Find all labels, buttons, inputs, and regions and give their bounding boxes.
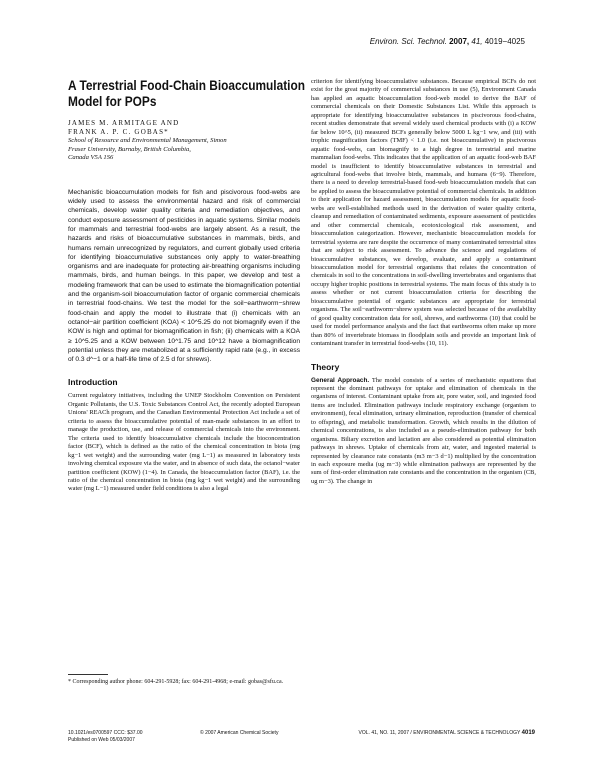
run-in-heading: General Approach.	[311, 376, 370, 384]
theory-paragraph	[311, 377, 536, 487]
doi: 10.1021/es0700597 CCC: $37.00	[68, 730, 143, 736]
author-line: JAMES M. ARMITAGE AND	[68, 119, 180, 127]
footnote-rule	[68, 674, 108, 675]
published-date: Published on Web 05/03/2007	[68, 737, 135, 743]
issue-info: VOL. 41, NO. 11, 2007 / ENVIRONMENTAL SCIENCE & TECHNOLOGY	[358, 730, 521, 736]
affiliation-line: School of Resource and Environmental Management, Simon	[68, 137, 227, 144]
journal-pages: 4019−4025	[484, 37, 525, 46]
left-column	[68, 78, 305, 494]
journal-header	[370, 37, 525, 46]
journal-name: Environ. Sci. Technol.	[369, 37, 447, 46]
right-column	[311, 78, 536, 486]
paper-title: A Terrestrial Food-Chain Bioaccumulation Model for POPs	[68, 78, 305, 109]
affiliation	[68, 137, 300, 163]
author-list	[68, 119, 300, 137]
page-number: 4019	[521, 730, 535, 736]
corresponding-author-footnote: * Corresponding author phone: 604-291-5928; fax: 604-291-4968; e-mail: gobas@sfu.ca.	[68, 679, 284, 685]
journal-year: 2007,	[449, 37, 470, 46]
affiliation-line: Canada V5A 1S6	[68, 154, 114, 162]
abstract: Mechanistic bioaccumulation models for fish and piscivorous food-webs are widely used to assess the environmental hazard and risk of commercial chemicals, develop water quality criteria and remediation objectives, and conduct exposure assessment of pesticides in aquatic systems. Similar models for mammals and terrestrial food-webs are largely absent. As a result, the hazards and risks of bioaccumulative substances in mammals, birds, and humans remain unrecognized by regulators, and current globally used criteria for identifying bioaccumulative substances only apply to water-breathing organisms and are inadequate for protecting air-breathing organisms including mammals, birds, and human beings. In this paper, we develop and test a modeling framework that can be used to estimate the biomagnification potential and the organism-soil bioaccumulation factor of organic commercial chemicals in terrestrial food-chains. We test the model for the soil−earthworm−shrew food-chain and apply the model to illustrate that (i) chemicals with an octanol−air partition coefficient (KOA) < 10^5.25 do not biomagnify even if the KOW is high and optimal for biomagnification in fish; (ii) chemicals with a KOA ≥ 10^5.25 and a KOW between 10^1.75 and 10^12 have a biomagnification potential unless they are metabolized at a sufficiently rapid rate (e.g., in excess of 0.3 d^−1 or a half-life time of 2.5 d for shrews).	[68, 188, 300, 364]
section-heading-theory: Theory	[311, 361, 340, 372]
copyright: © 2007 American Chemical Society	[200, 730, 279, 736]
journal-volume: 41,	[471, 37, 483, 46]
footer-left	[68, 730, 143, 744]
body-paragraph: criterion for identifying bioaccumulative substances. Because empirical BCFs do not exist for the great majority of commercial substances in use (5), Environment Canada has applied an aquatic bioaccumulation food-web model to derive the BAF of commercial chemicals on their Domestic Substances List. While this approach is appropriate for identifying bioaccumulative substances in piscivorous food-chains, recent studies demonstrate that several widely used chemical products with (i) a KOW far below 10^5, (ii) measured BCFs generally below 5000 L kg−1 ww, and (iii) with trophic magnification factors (TMF) < 1.0 (i.e. not bioaccumulative) in piscivorous aquatic food-webs, can biomagnify to a high degree in terrestrial and marine mammalian food-webs. This indicates that the application of an aquatic food-web BAF model is insufficient to identify bioaccumulative substances in terrestrial and agricultural food-webs that involve birds, mammals, and humans (6−9). Therefore, there is a need to develop terrestrial-based food-web bioaccumulation models that can be applied to assess the bioaccumulative potential of commercial chemicals. In addition to their application for hazard assessment, bioaccumulation models for aquatic food-webs are well-established methods used in the derivation of water quality criteria, cleanup and remediation of contaminated sediments, exposure assessment of pesticides and other commercial chemicals, ecotoxicological risk assessment, and bioaccumulation categorization. However, mechanistic bioaccumulation models for terrestrial systems are rare despite the occurrence of many contaminated terrestrial sites that are subject to risk assessment. To advance the science and regulations of bioaccumulative substances, we develop, evaluate, and apply a contaminant bioaccumulation model for terrestrial organisms that relates the concentration of chemicals in soil to the concentrations in soil-dwelling invertebrates and organisms that occupy higher trophic positions in terrestrial systems. The main focus of this study is to assess whether or not current bioaccumulation criteria for describing the bioaccumulative potential of organic substances are appropriate for terrestrial organisms. The soil−earthworm−shrew system was selected because of the availability of good quality concentration data for soil, shrews, and earthworms (10) that could be used for model performance analysis and the fact that earthworms often make up more than 80% of invertebrate biomass in floodplain soils and provide an important link of contaminant transfer in terrestrial food-webs (10, 11).	[311, 78, 536, 348]
author-line: FRANK A. P. C. GOBAS*	[68, 128, 169, 136]
theory-text: The model consists of a series of mechanistic equations that represent the dominant pathways for uptake and elimination of chemicals in the organisms of interest. Contaminant uptake from air, pore water, soil, and ingested food items are included. Elimination pathways include respiratory exchange (organism to environment), fecal elimination, urinary elimination, reproduction (transfer of chemical to offspring), and metabolic transformation. Growth, which results in the dilution of chemical concentrations, is also included as a pseudo-elimination pathway for both organisms. Biliary excretion and lactation are also considered as potential elimination pathways in shrews. Uptake of chemicals from air, water, and ingested material is represented by clearance rate constants (m3 m−3 d−1) multiplied by the concentration in each exposure media (ug m−3) while elimination pathways are represented by the sum of first-order elimination rate constants and the concentration in the organism (CB, ug m−3). The change in	[311, 376, 536, 485]
introduction-paragraph: Current regulatory initiatives, including the UNEP Stockholm Convention on Persistent Organic Pollutants, the U.S. Toxic Substances Control Act, the recently adopted European Unions' REACh program, and the Canadian Environmental Protection Act include a set of criteria to assess the bioaccumulative potential of man-made substances in an effort to manage the production, use, and release of commercial chemicals into the environment. The criteria used to identify bioaccumulative chemicals include the bioconcentration factor (BCF), which is defined as the ratio of the chemical concentration in biota (mg kg−1 wet weight) and the surrounding water (mg L−1) as measured in laboratory tests involving chemical exposure via the water, and in absence of such data, the octanol−water partition coefficient (KOW) (1−4). In Canada, the bioaccumulation factor (BAF), i.e. the ratio of the chemical concentration in biota (mg kg−1 wet weight) and the surrounding water (mg L−1) measured under field conditions is also a legal	[68, 392, 300, 493]
footer-right	[359, 730, 535, 736]
affiliation-line: Fraser University, Burnaby, British Columbia,	[68, 145, 191, 153]
section-heading-introduction: Introduction	[68, 377, 118, 388]
